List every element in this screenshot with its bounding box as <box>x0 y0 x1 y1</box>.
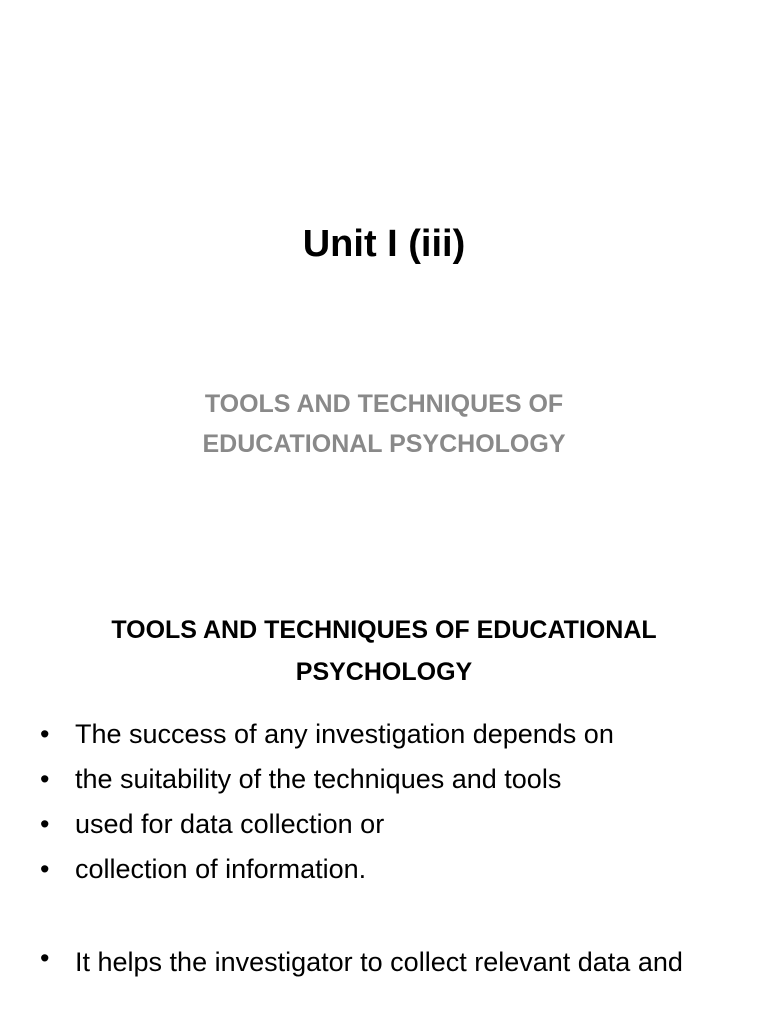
slide-subtitle <box>0 384 768 464</box>
bullet-icon: • <box>40 764 50 794</box>
list-item-text: It helps the investigator to collect relevant data and <box>75 947 683 977</box>
list-item <box>40 847 740 892</box>
list-item <box>40 712 740 757</box>
list-item <box>40 802 740 847</box>
bullet-icon: • <box>40 943 50 973</box>
list-item-text: collection of information. <box>75 854 367 884</box>
subtitle-line: TOOLS AND TECHNIQUES OF <box>204 390 564 418</box>
list-item-text: The success of any investigation depends on <box>75 719 614 749</box>
bullet-list <box>40 712 740 980</box>
list-item <box>40 757 740 802</box>
bullet-icon: • <box>40 809 50 839</box>
section-heading <box>0 609 768 693</box>
heading-line: PSYCHOLOGY <box>295 658 473 686</box>
list-item-text: the suitability of the techniques and tools <box>75 764 562 794</box>
list-item-text: used for data collection or <box>75 809 385 839</box>
heading-line: TOOLS AND TECHNIQUES OF EDUCATIONAL <box>111 616 657 644</box>
bullet-icon: • <box>40 719 50 749</box>
slide-title: Unit I (iii) <box>302 223 466 265</box>
subtitle-line: EDUCATIONAL PSYCHOLOGY <box>202 430 566 458</box>
bullet-icon: • <box>40 854 50 884</box>
list-item <box>40 940 740 980</box>
